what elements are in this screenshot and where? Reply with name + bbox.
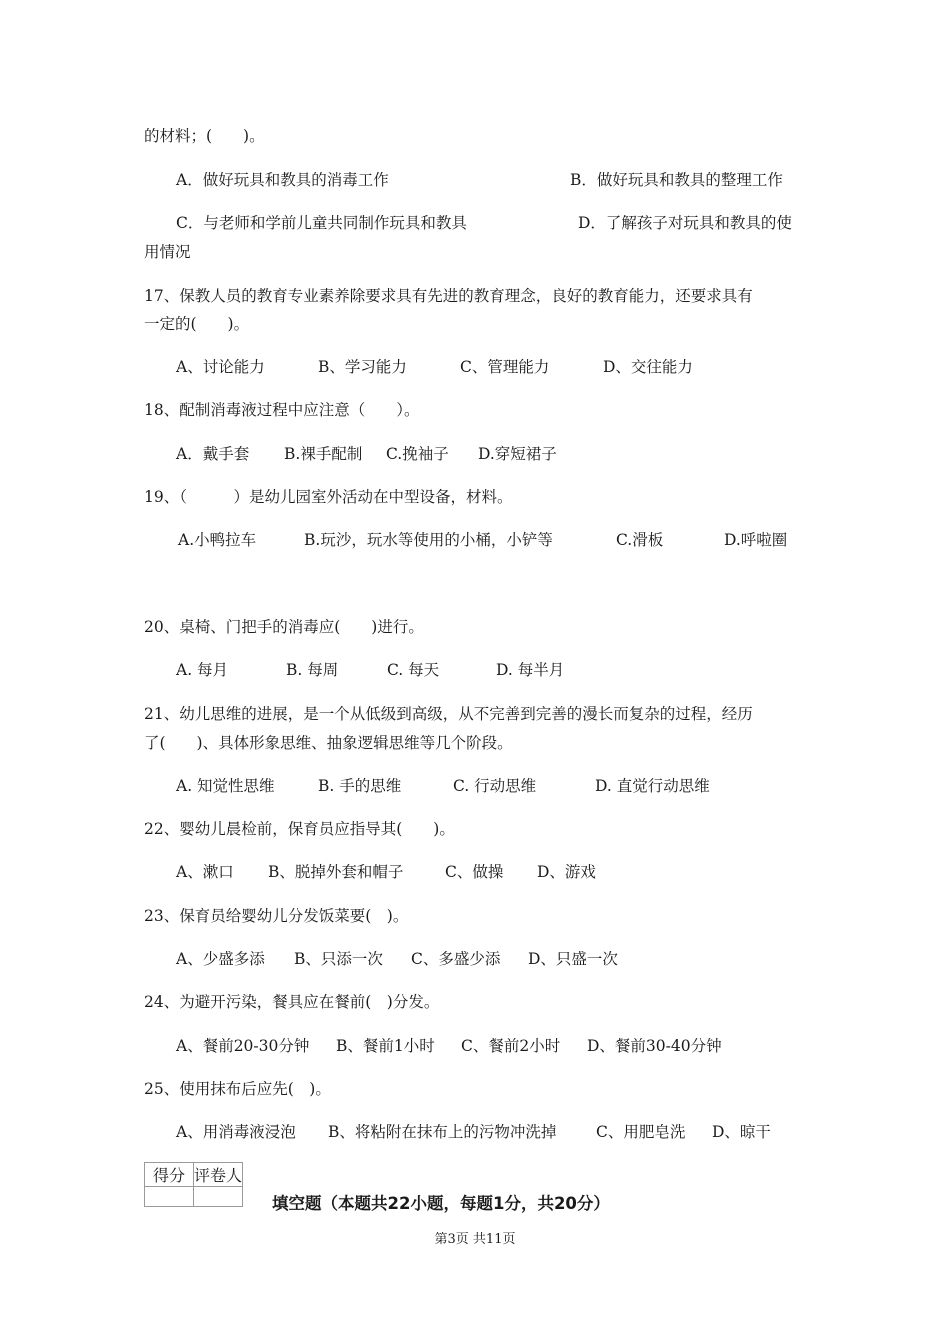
q21-option-b: B. 手的思维: [318, 777, 402, 795]
q21-stem-line2: 了( )、具体形象思维、抽象逻辑思维等几个阶段。: [144, 734, 513, 752]
grader-cell: [194, 1187, 243, 1207]
q20-option-a: A. 每月: [176, 661, 229, 679]
q25-option-a: A、用消毒液浸泡: [176, 1123, 296, 1141]
q24-option-b: B、餐前1小时: [336, 1037, 435, 1055]
q23-option-c: C、多盛少添: [411, 950, 501, 968]
q19-option-b: B.玩沙，玩水等使用的小桶，小铲等: [304, 531, 553, 549]
q19-option-d: D.呼啦圈: [724, 531, 788, 549]
q21-option-a: A. 知觉性思维: [176, 777, 275, 795]
q17-stem-line1: 17、保教人员的教育专业素养除要求具有先进的教育理念，良好的教育能力，还要求具有: [144, 287, 753, 305]
q17-option-c: C、管理能力: [460, 358, 550, 376]
q17-option-b: B、学习能力: [318, 358, 407, 376]
q19-option-c: C.滑板: [616, 531, 664, 549]
q25-stem: 25、使用抹布后应先( )。: [144, 1080, 331, 1098]
q21-stem-line1: 21、幼儿思维的进展，是一个从低级到高级，从不完善到完善的漫长而复杂的过程，经历: [144, 705, 753, 723]
q17-option-d: D、交往能力: [603, 358, 693, 376]
section-title: 填空题（本题共22小题，每题1分，共20分）: [272, 1194, 610, 1213]
q23-option-a: A、少盛多添: [176, 950, 265, 968]
q24-option-d: D、餐前30-40分钟: [587, 1037, 722, 1055]
q25-option-d: D、晾干: [712, 1123, 771, 1141]
q17-stem-line2: 一定的( )。: [144, 315, 250, 333]
q25-option-c: C、用肥皂洗: [596, 1123, 686, 1141]
q21-option-d: D. 直觉行动思维: [595, 777, 710, 795]
q22-option-a: A、漱口: [176, 863, 234, 881]
q22-option-c: C、做操: [445, 863, 504, 881]
score-table: [144, 1162, 243, 1207]
q18-option-d: D.穿短裙子: [478, 445, 557, 463]
q18-stem: 18、配制消毒液过程中应注意（ ）。: [144, 401, 420, 419]
q23-option-b: B、只添一次: [294, 950, 383, 968]
q23-stem: 23、保育员给婴幼儿分发饭菜要( )。: [144, 907, 409, 925]
q19-option-a: A.小鸭拉车: [178, 531, 257, 549]
q21-option-c: C. 行动思维: [453, 777, 537, 795]
q22-option-b: B、脱掉外套和帽子: [268, 863, 404, 881]
q20-option-d: D. 每半月: [496, 661, 565, 679]
score-header: 得分: [145, 1163, 194, 1187]
q23-option-d: D、只盛一次: [528, 950, 618, 968]
page-footer: 第3页 共11页: [434, 1232, 516, 1247]
q22-stem: 22、婴幼儿晨检前，保育员应指导其( )。: [144, 820, 455, 838]
q16-option-a: A．做好玩具和教具的消毒工作: [176, 171, 389, 189]
q16-option-d-cont: 用情况: [144, 243, 191, 261]
score-cell: [145, 1187, 194, 1207]
q24-stem: 24、为避开污染，餐具应在餐前( )分发。: [144, 993, 440, 1011]
q22-option-d: D、游戏: [537, 863, 596, 881]
q16-option-b: B．做好玩具和教具的整理工作: [570, 171, 783, 189]
q24-option-c: C、餐前2小时: [461, 1037, 561, 1055]
q18-option-c: C.挽袖子: [386, 445, 449, 463]
q16-stem-tail: 的材料；( )。: [144, 127, 265, 145]
q18-option-b: B.裸手配制: [284, 445, 363, 463]
q25-option-b: B、将粘附在抹布上的污物冲洗掉: [328, 1123, 557, 1141]
q18-option-a: A．戴手套: [176, 445, 250, 463]
q19-stem: 19、（ ）是幼儿园室外活动在中型设备，材料。: [144, 488, 513, 506]
q20-stem: 20、桌椅、门把手的消毒应( )进行。: [144, 618, 424, 636]
q16-option-c: C．与老师和学前儿童共同制作玩具和教具: [176, 214, 467, 232]
q16-option-d: D．了解孩子对玩具和教具的使: [578, 214, 792, 232]
grader-header: 评卷人: [194, 1163, 243, 1187]
q20-option-c: C. 每天: [387, 661, 440, 679]
q17-option-a: A、讨论能力: [176, 358, 265, 376]
q20-option-b: B. 每周: [286, 661, 339, 679]
q24-option-a: A、餐前20-30分钟: [176, 1037, 310, 1055]
